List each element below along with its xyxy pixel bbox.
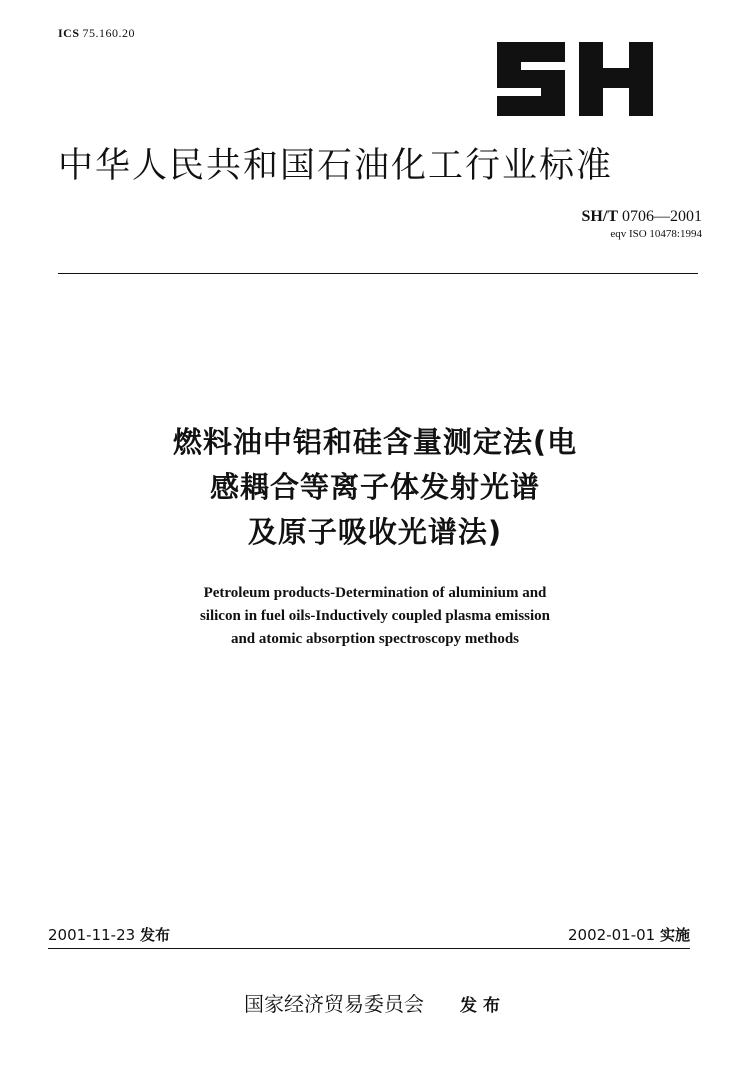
ics-number: 75.160.20 — [82, 26, 136, 40]
date-divider — [48, 948, 690, 949]
issue-date — [48, 924, 170, 945]
ics-label: ICS — [58, 26, 80, 40]
iso-equivalence: eqv ISO 10478:1994 — [610, 228, 702, 240]
standard-category-title: 中华人民共和国石油化工行业标准 — [58, 146, 614, 186]
standard-number: 0706—2001 — [622, 208, 702, 225]
issue-date-value: 2001-11-23 — [48, 926, 136, 944]
issuer-name: 国家经济贸易委员会 — [244, 992, 424, 1016]
english-title — [0, 582, 750, 651]
header-divider — [58, 273, 698, 274]
sh-logo — [495, 40, 655, 118]
logo-letter-s — [497, 42, 565, 116]
chinese-title — [0, 420, 750, 555]
chinese-title-line-3: 及原子吸收光谱法) — [247, 515, 503, 549]
english-title-line-1: Petroleum products-Determination of aluminium and — [203, 585, 547, 601]
issuing-authority — [0, 988, 750, 1017]
chinese-title-line-2: 感耦合等离子体发射光谱 — [209, 470, 540, 504]
logo-letter-h — [579, 42, 653, 116]
implementation-date — [568, 924, 690, 945]
issuer-publish-word: 发布 — [460, 996, 506, 1016]
implementation-date-word: 实施 — [659, 926, 690, 944]
english-title-line-2: silicon in fuel oils-Inductively coupled plasma emission — [199, 608, 551, 624]
english-title-line-3: and atomic absorption spectroscopy methods — [230, 631, 520, 647]
standard-prefix: SH/T — [581, 208, 618, 225]
standard-number-block — [582, 208, 702, 240]
ics-code — [58, 26, 135, 41]
standard-code — [582, 208, 702, 226]
chinese-title-line-1: 燃料油中铝和硅含量测定法(电 — [172, 425, 578, 459]
implementation-date-value: 2002-01-01 — [568, 926, 656, 944]
issue-date-word: 发布 — [139, 926, 170, 944]
